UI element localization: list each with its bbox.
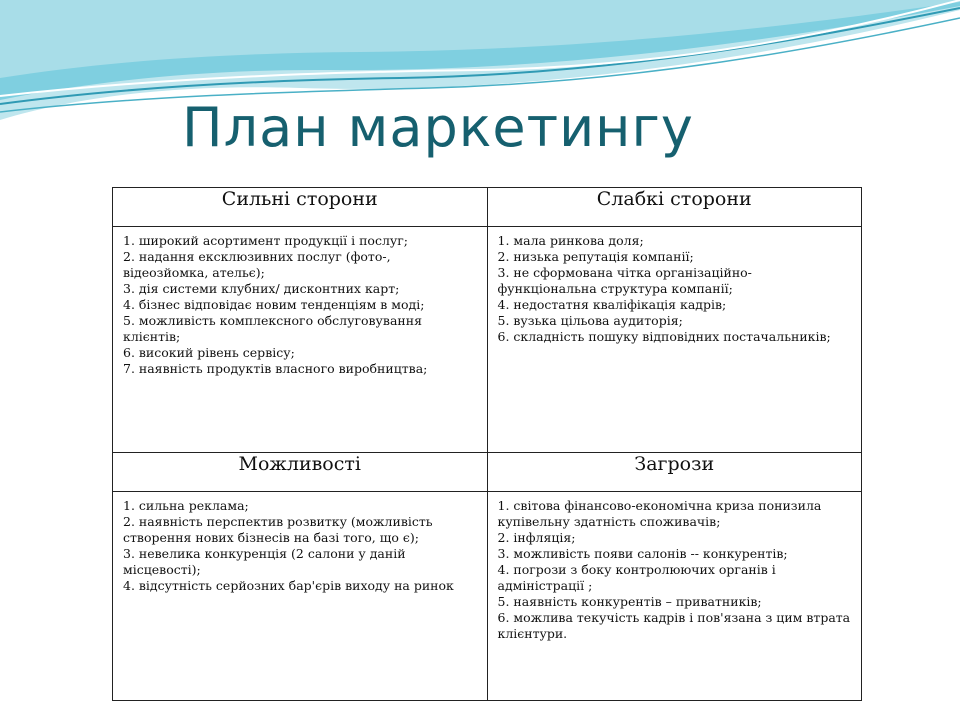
threats-cell xyxy=(487,492,862,701)
list-item: 1. світова фінансово-економічна криза понизила купівельну здатність споживачів; xyxy=(497,498,822,529)
strengths-cell xyxy=(113,227,488,453)
list-item: 5. вузька цільова аудиторія; xyxy=(497,313,683,328)
weaknesses-header: Слабкі сторони xyxy=(487,188,862,227)
list-item: 3. дія системи клубних/ дисконтних карт; xyxy=(123,281,400,296)
list-item: 1. сильна реклама; xyxy=(123,498,249,513)
list-item: 2. низька репутація компанії; xyxy=(497,249,694,264)
list-item: 6. можлива текучість кадрів і пов'язана з цим втрата клієнтури. xyxy=(497,610,851,641)
list-item: 1. широкий асортимент продукції і послуг; xyxy=(123,233,409,248)
threats-list xyxy=(488,492,862,642)
list-item: 3. не сформована чітка організаційно-функціональна структура компанії; xyxy=(497,265,752,296)
list-item: 1. мала ринкова доля; xyxy=(497,233,644,248)
page-title: План маркетингу xyxy=(182,96,694,159)
weaknesses-list xyxy=(488,227,862,345)
list-item: 6. складність пошуку відповідних постачальників; xyxy=(497,329,831,344)
opportunities-header: Можливості xyxy=(113,453,488,492)
weaknesses-cell xyxy=(487,227,862,453)
list-item: 2. наявність перспектив розвитку (можливість створення нових бізнесів на базі того, що є); xyxy=(123,514,433,545)
strengths-list xyxy=(113,227,487,377)
list-item: 3. невелика конкуренція (2 салони у даній місцевості); xyxy=(123,546,406,577)
strengths-header: Сильні сторони xyxy=(113,188,488,227)
list-item: 4. недостатня кваліфікація кадрів; xyxy=(497,297,727,312)
opportunities-cell xyxy=(113,492,488,701)
list-item: 4. погрози з боку контролюючих органів і адміністрації ; xyxy=(497,562,776,593)
list-item: 4. відсутність серйозних бар'єрів виходу на ринок xyxy=(123,578,454,593)
list-item: 3. можливість появи салонів -- конкурентів; xyxy=(497,546,788,561)
threats-header: Загрози xyxy=(487,453,862,492)
list-item: 2. інфляція; xyxy=(497,530,576,545)
list-item: 4. бізнес відповідає новим тенденціям в моді; xyxy=(123,297,425,312)
list-item: 5. можливість комплексного обслуговування клієнтів; xyxy=(123,313,422,344)
list-item: 2. надання ексклюзивних послуг (фото-, відеозйомка, ательє); xyxy=(123,249,391,280)
list-item: 7. наявність продуктів власного виробництва; xyxy=(123,361,428,376)
opportunities-list xyxy=(113,492,487,594)
list-item: 5. наявність конкурентів – приватників; xyxy=(497,594,762,609)
swot-table xyxy=(112,187,862,701)
list-item: 6. високий рівень сервісу; xyxy=(123,345,295,360)
